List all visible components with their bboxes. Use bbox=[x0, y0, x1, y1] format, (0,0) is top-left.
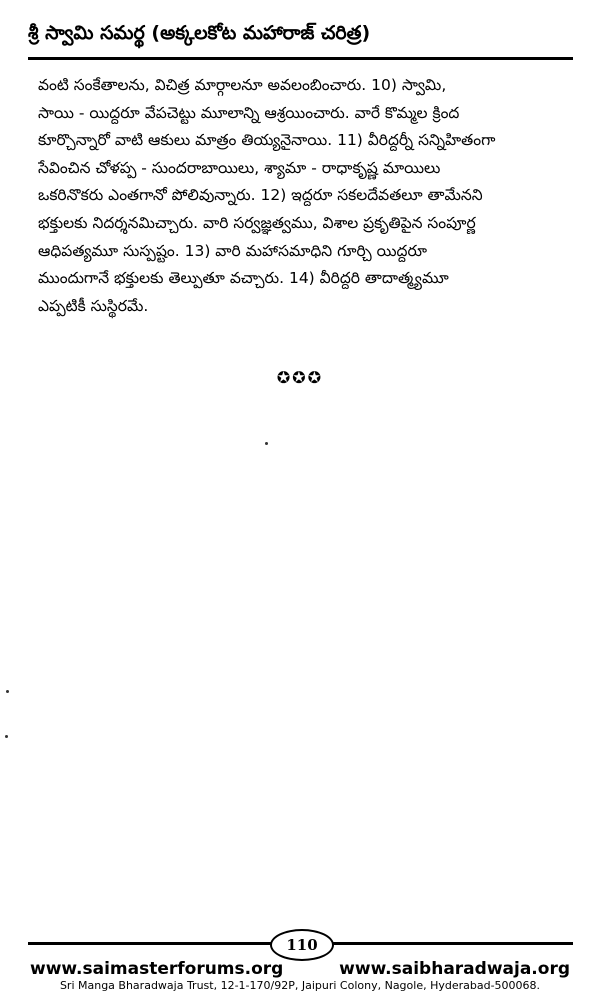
header-rule bbox=[28, 57, 573, 60]
book-title: శ్రీ స్వామి సమర్థ (అక్కలకోట మహారాజ్ చరిత్ర) bbox=[28, 22, 371, 44]
website-right: www.saibharadwaja.org bbox=[339, 959, 570, 979]
print-speck bbox=[5, 735, 8, 738]
page-number: 110 bbox=[270, 929, 334, 961]
print-speck bbox=[265, 442, 268, 445]
text-line: ఒకరినొకరు ఎంతగానో పోలివున్నారు. 12) ఇద్దరూ సకలదేవతలూ తామేనని bbox=[38, 186, 483, 205]
publisher-address: Sri Manga Bharadwaja Trust, 12-1-170/92P, Jaipuri Colony, Nagole, Hyderabad-500068. bbox=[59, 979, 541, 992]
text-line: ఎప్పటికీ సుస్థిరమే. bbox=[38, 296, 149, 315]
text-line: కూర్చొన్నారో వాటి ఆకులు మాత్రం తియ్యనైనాయి. 11) వీరిద్దర్నీ సన్నిహితంగా bbox=[38, 131, 496, 150]
text-line: సాయి - యిద్దరూ వేపచెట్టు మూలాన్ని ఆశ్రయించారు. వారే కొమ్మల క్రింద bbox=[38, 103, 460, 122]
website-left: www.saimasterforums.org bbox=[30, 959, 284, 979]
text-line: సేవించిన చోళప్ప - సుందరాబాయిలు, శ్యామా - రాధాకృష్ణ మాయిలు bbox=[38, 158, 441, 177]
text-line: ఆధిపత్యమూ సుస్పష్టం. 13) వారి మహాసమాధిని గూర్చి యిద్దరూ bbox=[38, 241, 427, 260]
body-text bbox=[38, 72, 558, 320]
section-ornament: ✪✪✪ bbox=[276, 368, 324, 387]
text-line: వంటి సంకేతాలను, విచిత్ర మార్గాలనూ అవలంబించారు. 10) స్వామి, bbox=[38, 76, 447, 94]
text-line: భక్తులకు నిదర్శనమిచ్చారు. వారి సర్వజ్ఞత్వము, విశాల ప్రకృతిపైన సంపూర్ణ bbox=[38, 213, 476, 232]
running-header bbox=[28, 22, 573, 58]
text-line: ముందుగానే భక్తులకు తెల్పుతూ వచ్చారు. 14) వీరిద్దరి తాదాత్మ్యమూ bbox=[38, 269, 449, 288]
print-speck bbox=[6, 690, 9, 693]
